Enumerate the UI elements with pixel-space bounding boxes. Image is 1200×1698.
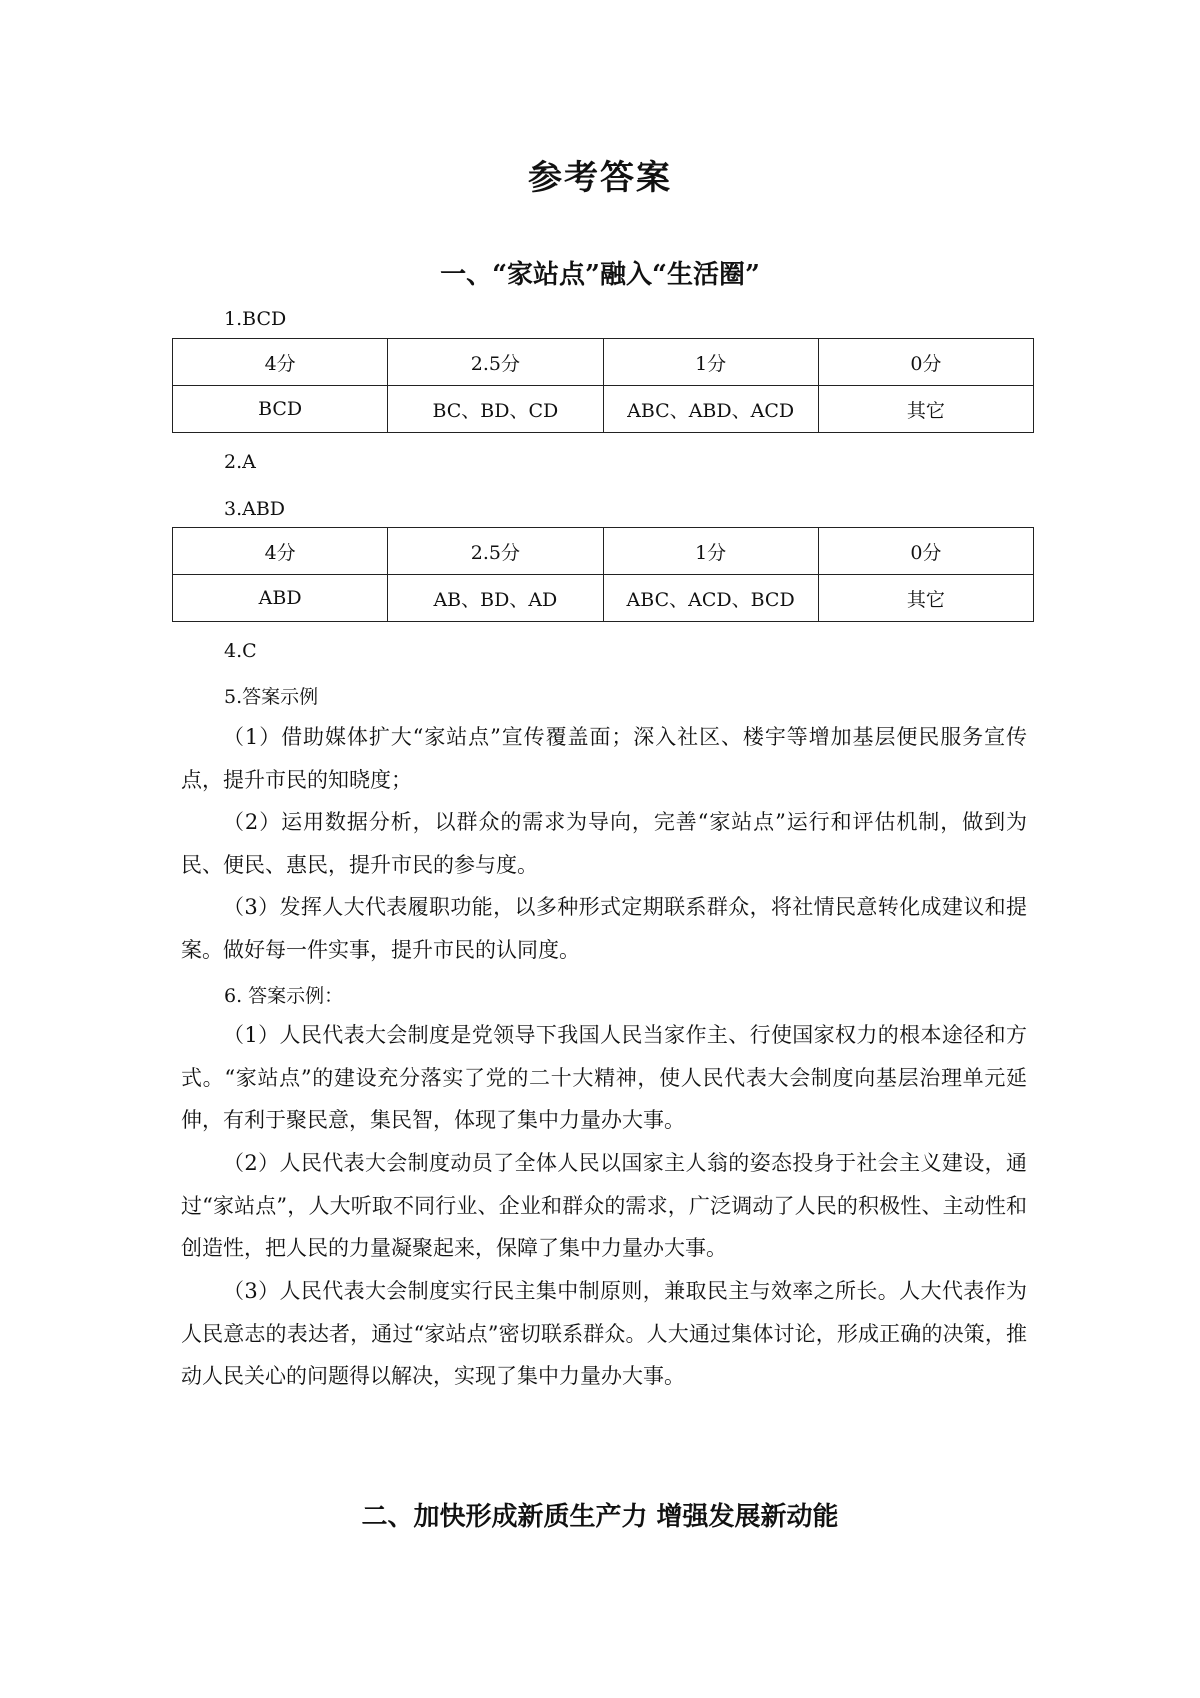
- section-2-heading: 二、加快形成新质生产力 增强发展新动能: [361, 1502, 839, 1532]
- answer-cell: 其它: [818, 575, 1033, 622]
- score-cell: 4分: [173, 339, 388, 386]
- answer-cell: 其它: [818, 386, 1033, 433]
- score-cell: 1分: [603, 528, 818, 575]
- question-1-score-table: [172, 338, 1034, 433]
- answer-cell: ABC、ABD、ACD: [603, 386, 818, 433]
- question-4-answer: 4.C: [224, 640, 257, 662]
- page-title: 参考答案: [528, 158, 672, 198]
- score-table-answer-row: [173, 575, 1034, 622]
- score-cell: 4分: [173, 528, 388, 575]
- question-1-answer: 1.BCD: [224, 308, 287, 330]
- answer-cell: AB、BD、AD: [388, 575, 603, 622]
- question-5-paragraph: （3）发挥人大代表履职功能，以多种形式定期联系群众，将社情民意转化成建议和提案。做好每一件实事，提升市民的认同度。: [181, 895, 1027, 962]
- question-5-paragraph: （2）运用数据分析，以群众的需求为导向，完善“家站点”运行和评估机制，做到为民、便民、惠民，提升市民的参与度。: [181, 810, 1027, 877]
- score-cell: 0分: [818, 528, 1033, 575]
- answer-cell: BCD: [173, 386, 388, 433]
- question-2-answer: 2.A: [224, 451, 256, 473]
- score-cell: 2.5分: [388, 528, 603, 575]
- score-cell: 1分: [603, 339, 818, 386]
- score-cell: 2.5分: [388, 339, 603, 386]
- score-table-header-row: [173, 528, 1034, 575]
- question-5-paragraph: （1）借助媒体扩大“家站点”宣传覆盖面；深入社区、楼宇等增加基层便民服务宣传点，提升市民的知晓度；: [181, 725, 1027, 792]
- question-6-paragraph: （1）人民代表大会制度是党领导下我国人民当家作主、行使国家权力的根本途径和方式。“家站点”的建设充分落实了党的二十大精神，使人民代表大会制度向基层治理单元延伸，有利于聚民意，集民智，体现了集中力量办大事。: [181, 1023, 1027, 1132]
- question-6-paragraph: （3）人民代表大会制度实行民主集中制原则，兼取民主与效率之所长。人大代表作为人民意志的表达者，通过“家站点”密切联系群众。人大通过集体讨论，形成正确的决策，推动人民关心的问题得以解决，实现了集中力量办大事。: [181, 1279, 1027, 1388]
- question-3-answer: 3.ABD: [224, 498, 286, 520]
- section-1-heading: 一、“家站点”融入“生活圈”: [440, 260, 760, 290]
- question-6-paragraph: （2）人民代表大会制度动员了全体人民以国家主人翁的姿态投身于社会主义建设，通过“家站点”，人大听取不同行业、企业和群众的需求，广泛调动了人民的积极性、主动性和创造性，把人民的力量凝聚起来，保障了集中力量办大事。: [181, 1151, 1027, 1260]
- score-cell: 0分: [818, 339, 1033, 386]
- answer-cell: BC、BD、CD: [388, 386, 603, 433]
- answer-cell: ABD: [173, 575, 388, 622]
- question-3-score-table: [172, 527, 1034, 622]
- score-table-answer-row: [173, 386, 1034, 433]
- score-table-header-row: [173, 339, 1034, 386]
- question-5-label: 5.答案示例: [224, 686, 319, 708]
- answer-cell: ABC、ACD、BCD: [603, 575, 818, 622]
- question-6-label: 6. 答案示例：: [224, 985, 344, 1007]
